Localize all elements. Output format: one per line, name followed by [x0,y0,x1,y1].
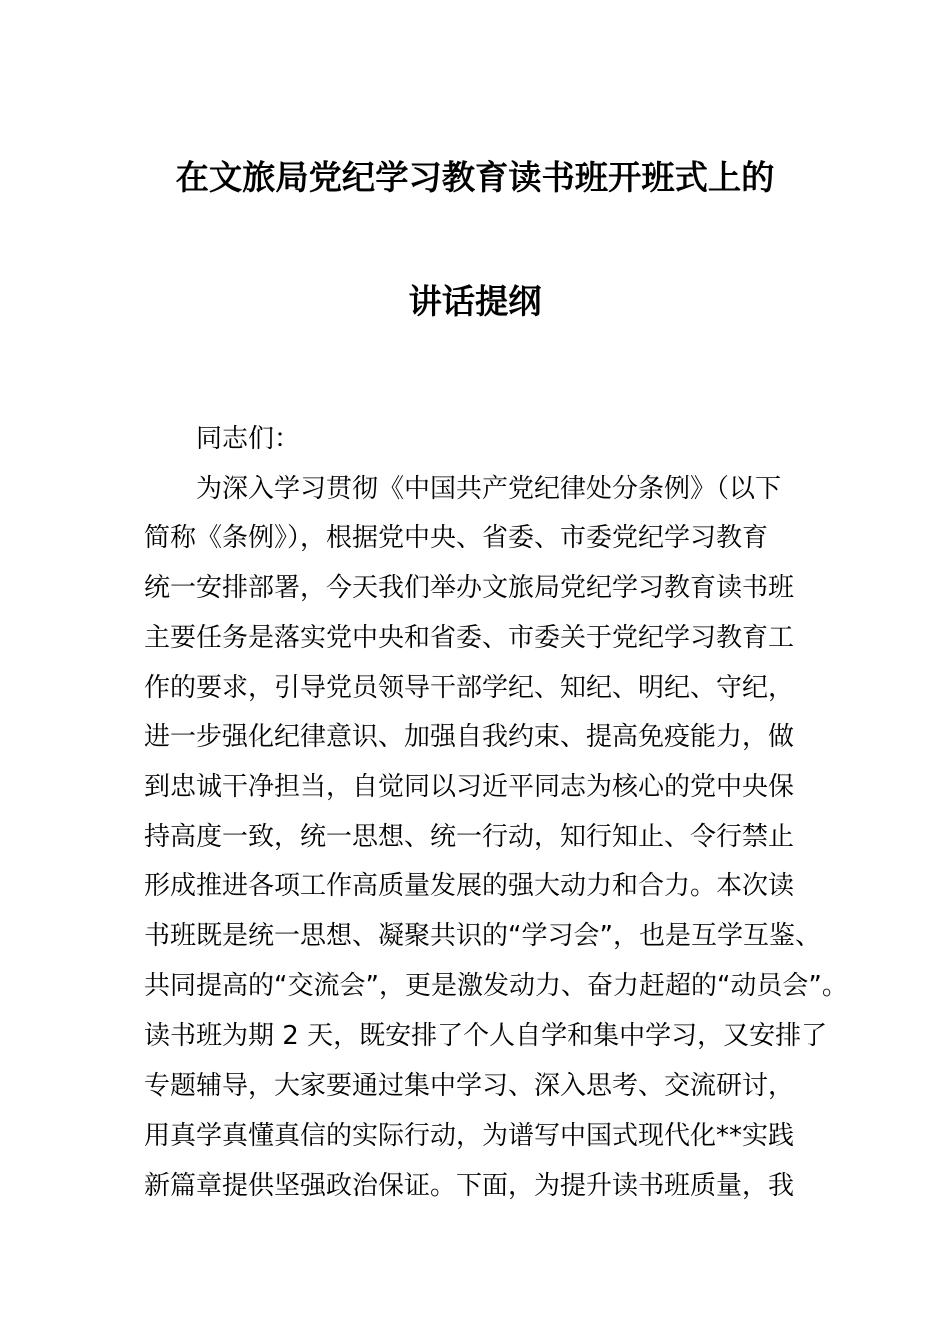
paragraph-line: 作的要求，引导党员领导干部学纪、知纪、明纪、守纪， [144,673,795,703]
paragraph-line: 专题辅导，大家要通过集中学习、深入思考、交流研讨， [144,1071,795,1101]
paragraph-line: 书班既是统一思想、凝聚共识的“学习会”，也是互学互鉴、 [144,921,821,951]
paragraph-line: 进一步强化纪律意识、加强自我约束、提高免疫能力，做 [144,722,795,752]
document-title-line-2: 讲话提纲 [408,282,542,321]
paragraph-line: 为深入学习贯彻《中国共产党纪律处分条例》（以下 [196,474,782,504]
paragraph-line: 到忠诚干净担当，自觉同以习近平同志为核心的党中央保 [144,772,795,802]
paragraph-line: 用真学真懂真信的实际行动，为谱写中国式现代化**实践 [144,1121,795,1151]
paragraph-line: 读书班为期 2 天，既安排了个人自学和集中学习，又安排了 [144,1021,828,1051]
paragraph-line: 统一安排部署，今天我们举办文旅局党纪学习教育读书班 [144,573,795,603]
paragraph-line: 形成推进各项工作高质量发展的强大动力和合力。本次读 [144,871,795,901]
paragraph-line: 主要任务是落实党中央和省委、市委关于党纪学习教育工 [144,623,795,653]
paragraph-line: 持高度一致，统一思想、统一行动，知行知止、令行禁止 [144,822,795,852]
paragraph-line: 简称《条例》），根据党中央、省委、市委党纪学习教育 [144,523,769,553]
document-title-line-1: 在文旅局党纪学习教育读书班开班式上的 [175,158,775,197]
salutation: 同志们： [196,424,301,454]
paragraph-line: 共同提高的“交流会”，更是激发动力、奋力赶超的“动员会”。 [144,971,848,1001]
paragraph-line: 新篇章提供坚强政治保证。下面，为提升读书班质量，我 [144,1171,795,1201]
